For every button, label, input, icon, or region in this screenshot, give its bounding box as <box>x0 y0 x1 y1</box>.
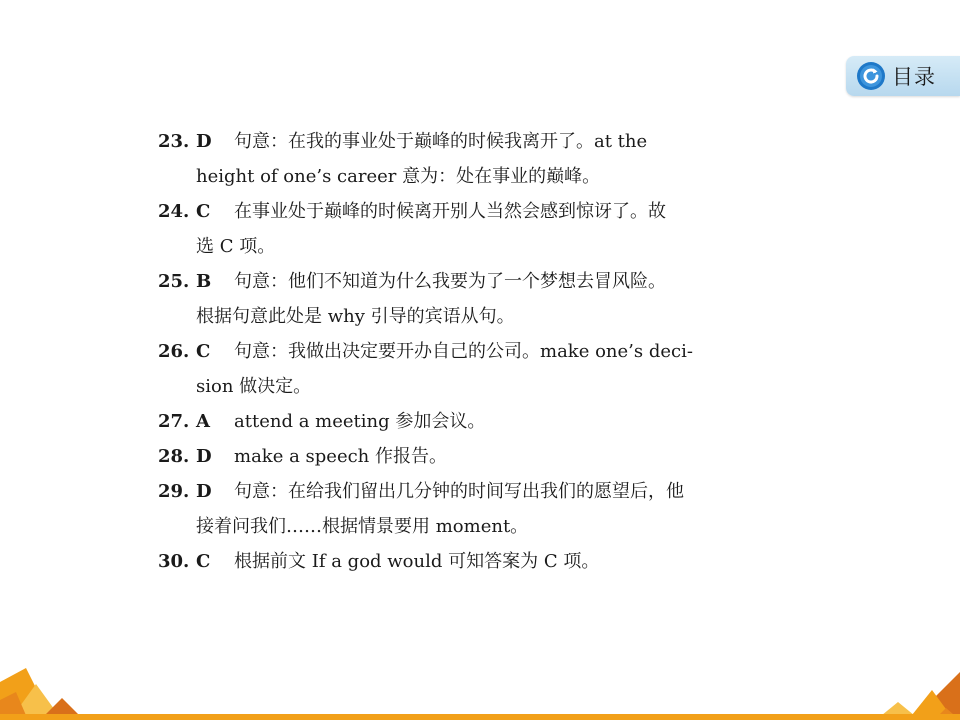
answer-item-23 <box>158 124 798 194</box>
explanation-line: 选 C 项。 <box>196 236 276 257</box>
answer-item-25 <box>158 264 798 334</box>
explanation-line: height of one’s career 意为：处在事业的巅峰。 <box>196 166 601 187</box>
refresh-circle-icon <box>856 61 886 91</box>
explanation-line: 接着问我们……根据情景要用 moment。 <box>196 516 529 537</box>
footer-bar <box>0 714 960 720</box>
answer-list <box>158 124 798 579</box>
answer-item-24 <box>158 194 798 264</box>
answer-letter: D <box>196 481 212 502</box>
question-number: 25. <box>158 271 190 292</box>
corner-decoration-left <box>0 664 100 720</box>
explanation-line: attend a meeting 参加会议。 <box>234 411 486 432</box>
answer-letter: D <box>196 131 212 152</box>
answer-item-26 <box>158 334 798 404</box>
answer-letter: C <box>196 201 211 222</box>
answer-item-27 <box>158 404 798 439</box>
answer-letter: D <box>196 446 212 467</box>
explanation-line: 句意：在我的事业处于巅峰的时候我离开了。at the <box>234 131 648 152</box>
answer-item-28 <box>158 439 798 474</box>
explanation-line: sion 做决定。 <box>196 376 312 397</box>
question-number: 28. <box>158 446 190 467</box>
question-number: 27. <box>158 411 190 432</box>
question-number: 23. <box>158 131 190 152</box>
question-number: 29. <box>158 481 190 502</box>
answer-letter: A <box>196 411 210 432</box>
toc-label: 目录 <box>892 65 936 89</box>
explanation-line: 在事业处于巅峰的时候离开别人当然会感到惊讶了。故 <box>234 201 666 222</box>
question-number: 26. <box>158 341 190 362</box>
answer-item-29 <box>158 474 798 544</box>
explanation-line: 根据句意此处是 why 引导的宾语从句。 <box>196 306 515 327</box>
answer-letter: B <box>196 271 212 292</box>
explanation-line: 句意：他们不知道为什么我要为了一个梦想去冒风险。 <box>234 271 666 292</box>
explanation-line: make a speech 作报告。 <box>234 446 447 467</box>
answer-letter: C <box>196 551 211 572</box>
corner-decoration-right <box>868 668 960 720</box>
answer-item-30 <box>158 544 798 579</box>
explanation-line: 句意：在给我们留出几分钟的时间写出我们的愿望后，他 <box>234 481 684 502</box>
explanation-line: 句意：我做出决定要开办自己的公司。make one’s deci- <box>234 341 693 362</box>
toc-button[interactable] <box>846 56 960 96</box>
question-number: 24. <box>158 201 190 222</box>
answer-letter: C <box>196 341 211 362</box>
question-number: 30. <box>158 551 190 572</box>
explanation-line: 根据前文 If a god would 可知答案为 C 项。 <box>234 551 600 572</box>
